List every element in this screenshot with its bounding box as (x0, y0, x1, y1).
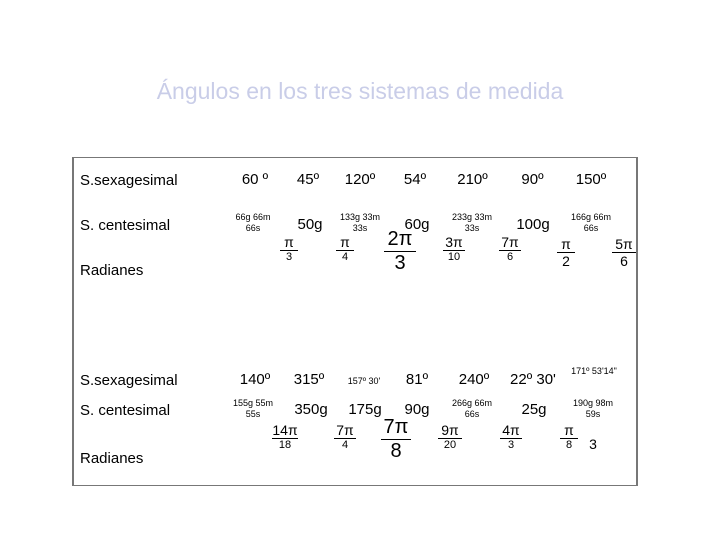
top-rad-fraction (499, 234, 521, 263)
fraction-denominator: 3 (394, 252, 406, 274)
row-label-radianes: Radianes (80, 262, 144, 279)
bottom-cen-cell: 190g 98m 59s (572, 398, 614, 420)
bottom-rad-fraction (500, 422, 522, 451)
top-cen-cell: 66g 66m 66s (235, 212, 271, 234)
fraction-denominator: 3 (285, 251, 293, 263)
fraction-numerator: 7π (383, 416, 409, 438)
bottom-sex-cell: 315º (293, 371, 325, 388)
bottom-cen-cell: 350g (294, 401, 328, 418)
bottom-cen-cell: 155g 55m 55s (232, 398, 274, 420)
top-rad-fraction (612, 236, 636, 269)
fraction-denominator: 4 (341, 439, 349, 451)
fraction-denominator: 8 (390, 440, 402, 462)
bottom-rad-fraction (560, 422, 578, 451)
fraction-numerator: 14π (272, 422, 298, 438)
bottom-rad-fraction (272, 422, 298, 451)
top-rad-fraction (443, 234, 465, 263)
top-sex-cell: 45º (296, 171, 320, 188)
bottom-cen-cell: 175g (348, 401, 382, 418)
bottom-sex-cell: 22º 30' (510, 371, 556, 388)
fraction-numerator: π (564, 422, 574, 438)
bottom-sex-cell: 157º 30' (347, 376, 381, 386)
fraction-numerator: π (340, 234, 350, 250)
fraction-numerator: 4π (502, 422, 520, 438)
fraction-denominator: 8 (565, 439, 573, 451)
top-rad-fraction (557, 236, 575, 269)
top-cen-cell: 233g 33m 33s (451, 212, 493, 234)
top-sex-cell: 210º (457, 171, 488, 188)
top-cen-cell: 60g (404, 216, 430, 233)
bottom-rad-fraction (584, 436, 602, 452)
fraction-numerator: 3π (445, 234, 463, 250)
page-title: Ángulos en los tres sistemas de medida (156, 78, 564, 104)
bottom-rad-fraction (381, 416, 411, 463)
fraction-numerator: π (284, 234, 294, 250)
row-label-sexagesimal-2: S.sexagesimal (80, 372, 178, 389)
row-label-radianes-2: Radianes (80, 450, 144, 467)
fraction-numerator: 9π (441, 422, 459, 438)
bottom-sex-cell: 81º (405, 371, 429, 388)
fraction-numerator: 5π (615, 236, 633, 252)
fraction-denominator: 2 (562, 253, 570, 269)
bottom-sex-cell: 140º (239, 371, 271, 388)
top-sex-cell: 54º (403, 171, 427, 188)
fraction-numerator: 7π (501, 234, 519, 250)
bottom-rad-fraction (438, 422, 462, 451)
fraction-denominator: 3 (507, 439, 515, 451)
fraction-numerator: 7π (336, 422, 354, 438)
top-sex-cell: 90º (521, 171, 544, 188)
fraction-denominator: 6 (506, 251, 514, 263)
bottom-cen-cell: 266g 66m 66s (451, 398, 493, 420)
top-cen-cell: 50g (297, 216, 323, 233)
row-label-centesimal: S. centesimal (80, 217, 171, 234)
top-rad-fraction (336, 234, 354, 263)
fraction-denominator: 10 (447, 251, 461, 263)
fraction-denominator: 3 (589, 436, 597, 452)
row-label-sexagesimal: S.sexagesimal (80, 172, 178, 189)
fraction-numerator: π (561, 236, 571, 252)
top-sex-cell: 150º (575, 171, 607, 188)
top-sex-cell: 120º (344, 171, 376, 188)
bottom-cen-cell: 90g (404, 401, 430, 418)
fraction-numerator: 2π (387, 228, 413, 250)
row-label-centesimal-2: S. centesimal (80, 402, 171, 419)
top-rad-fraction (280, 234, 298, 263)
fraction-denominator: 18 (278, 439, 292, 451)
bottom-rad-fraction (334, 422, 356, 451)
bottom-sex-cell: 171º 53'14" (571, 366, 617, 376)
bottom-cen-cell: 25g (521, 401, 547, 418)
fraction-denominator: 20 (443, 439, 457, 451)
fraction-denominator: 6 (620, 253, 628, 269)
top-cen-cell: 100g (516, 216, 550, 233)
fraction-denominator: 4 (341, 251, 349, 263)
top-sex-cell: 60 º (241, 171, 269, 188)
bottom-sex-cell: 240º (458, 371, 490, 388)
top-cen-cell: 133g 33m 33s (339, 212, 381, 234)
top-rad-fraction (384, 228, 416, 275)
top-cen-cell: 166g 66m 66s (570, 212, 612, 234)
